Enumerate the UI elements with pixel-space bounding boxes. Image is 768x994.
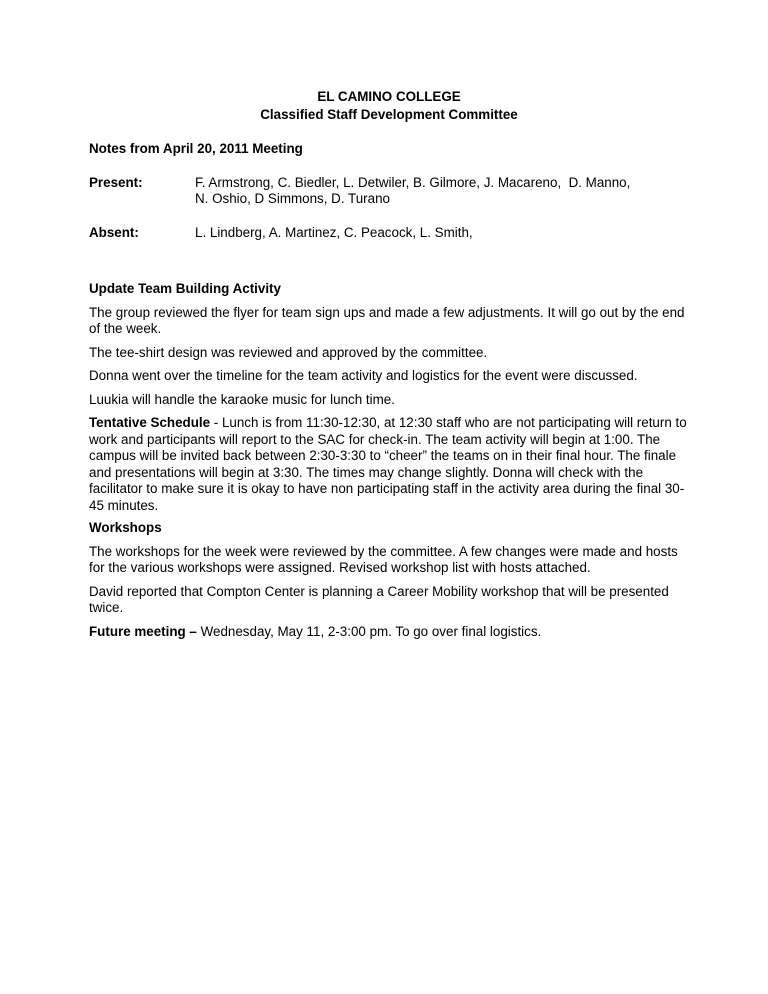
team-building-paragraph-2: The tee-shirt design was reviewed and approved by the committee. [89,344,488,360]
absent-row [89,225,689,242]
college-title: EL CAMINO COLLEGE [317,89,461,104]
absent-names: L. Lindberg, A. Martinez, C. Peacock, L. Smith, [195,224,473,240]
tentative-schedule-text: - Lunch is from 11:30-12:30, at 12:30 staff who are not participating will return to work and participants will report to the SAC for check-in. The team activity will begin at 1:00. The campus will be invited back between 2:30-3:30 to “cheer” the teams on in their final hour. The finale and presentations will begin at 3:30. The times may change slightly. Donna will check with the facilitator to make sure it is okay to have non participating staff in the activity area during the final 30-45 minutes. [89,415,687,513]
team-building-paragraph-4: Luukia will handle the karaoke music for lunch time. [89,391,395,407]
present-row [89,175,689,208]
tentative-schedule-paragraph [89,415,689,514]
team-building-paragraph-3: Donna went over the timeline for the team activity and logistics for the event were discussed. [89,368,638,383]
present-names [195,175,689,208]
future-meeting-label: Future meeting – [89,623,197,639]
future-meeting-text: Wednesday, May 11, 2-3:00 pm. To go over final logistics. [196,623,542,639]
workshops-heading: Workshops [89,520,162,535]
meeting-notes-page [89,89,689,640]
team-building-heading: Update Team Building Activity [89,281,281,296]
absent-label: Absent: [89,224,139,240]
team-building-paragraph-1: The group reviewed the flyer for team sign ups and made a few adjustments. It will go out by the end of the week. [89,304,685,336]
present-label: Present: [89,174,143,190]
tentative-schedule-label: Tentative Schedule [89,415,211,430]
notes-heading: Notes from April 20, 2011 Meeting [89,141,303,156]
future-meeting-paragraph [89,624,689,641]
workshops-paragraph-1: The workshops for the week were reviewed by the committee. A few changes were made and hosts for the various workshops were assigned. Revised workshop list with hosts attached. [89,543,678,575]
present-names-line-2: N. Oshio, D Simmons, D. Turano [195,191,390,206]
present-names-line-1: F. Armstrong, C. Biedler, L. Detwiler, B. Gilmore, J. Macareno, D. Manno, [195,174,631,190]
committee-title: Classified Staff Development Committee [260,106,518,122]
workshops-paragraph-2: David reported that Compton Center is planning a Career Mobility workshop that will be presented twice. [89,583,669,615]
